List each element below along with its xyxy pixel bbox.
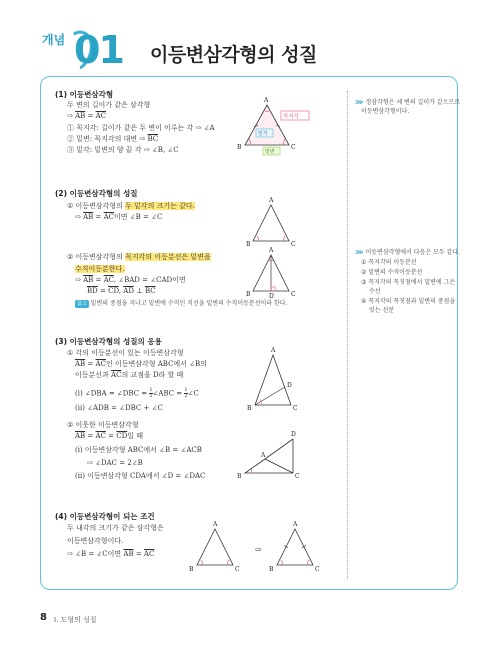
concept-badge-number: 01 xyxy=(74,28,123,72)
s3-a-line2: 이등분선과 $\overline{AC}$의 교점을 D라 할 때 xyxy=(75,371,184,379)
s2-p2-highlight-2: 수직이등분한다. xyxy=(75,265,125,273)
s3-a-line4: (ⅱ) ∠ADB = ∠DBC + ∠C xyxy=(75,404,163,412)
side-note-2-item4a: ④ 꼭지각의 꼭짓점과 밑변의 중점을 xyxy=(361,298,456,305)
side-note-2-item3b: 수선 xyxy=(369,288,381,295)
s2-p1-highlight: 두 밑각의 크기는 같다. xyxy=(125,202,195,210)
s3-f2-b: B xyxy=(237,473,242,480)
s1-apex-angle: ① 꼭지각: 길이가 같은 두 변이 이루는 각 ⇨ ∠A xyxy=(67,124,215,132)
s2-p2-prefix: ② 이등변삼각형의 xyxy=(67,253,126,261)
s1-vertex-b: B xyxy=(237,144,242,151)
s2-property-1-eq: ⇨ $\overline{AB} = \overline{AC}$이면 ∠B = ∠C xyxy=(75,213,163,221)
s2-triangle-figure-2 xyxy=(247,249,307,299)
s2-f2-a: A xyxy=(269,247,274,254)
s2-note xyxy=(75,300,288,308)
side-note-2-item4b: 잇는 선분 xyxy=(369,307,395,314)
side-note-2-item1: ① 꼭지각의 이등분선 xyxy=(361,259,417,266)
side-note-1-marker: ⋙ xyxy=(355,99,364,106)
s3-triangle-figure-1 xyxy=(247,347,307,412)
s4-f1-c: C xyxy=(235,566,240,573)
s3-case-b-title: ② 이웃한 이등변삼각형 xyxy=(67,421,139,429)
s4-triangle-figure-before xyxy=(189,521,249,573)
s2-f1-b: B xyxy=(246,241,251,248)
s3-b-line3: ⇨ ∠DAC = 2∠B xyxy=(87,459,143,467)
concept-badge-word: 개념 xyxy=(42,33,66,47)
s2-p1-prefix: ① 이등변삼각형의 xyxy=(67,202,126,210)
s2-property-2-cont xyxy=(75,264,125,274)
s4-f2-b: B xyxy=(269,566,274,573)
s2-f2-d: D xyxy=(269,293,274,300)
s2-property-1 xyxy=(67,201,195,211)
s1-triangle-figure xyxy=(237,97,317,157)
s3-b-line2: (ⅰ) 이등변삼각형 ABC에서 ∠B = ∠ACB xyxy=(75,446,202,454)
s4-f1-b: B xyxy=(189,566,194,573)
s3-b-line4: (ⅱ) 이등변삼각형 CDA에서 ∠D = ∠DAC xyxy=(75,472,206,480)
s3-b-line1: $\overline{AB} = \overline{AC} = \overline{CD}$일 때 xyxy=(75,432,143,440)
s2-note-text: 밑변의 중점을 지나고 밑변에 수직인 직선을 밑변의 수직이등분선이라 한다. xyxy=(90,300,288,307)
s1-vertex-a: A xyxy=(264,97,269,104)
s4-line3: ⇨ ∠B = ∠C이면 $\overline{AB} = \overline{AC}$ xyxy=(67,550,155,558)
s2-f1-c: C xyxy=(291,241,296,248)
s4-f2-c: C xyxy=(315,566,320,573)
s3-half-num-2: 1 xyxy=(184,387,188,393)
s1-apex-label: 꼭지각 xyxy=(283,114,299,120)
s3-a3-part2: ∠ABC = xyxy=(152,389,185,398)
side-note-1-line2: 이등변삼각형이다. xyxy=(361,108,410,115)
column-divider xyxy=(347,91,348,579)
s3-f2-a: A xyxy=(261,452,266,459)
s3-half-den-2: 2 xyxy=(184,393,188,399)
section-4-title: (4) 이등변삼각형이 되는 조건 xyxy=(55,512,155,521)
s1-base: ② 밑변: 꼭지각의 대변 ⇨ $\overline{BC}$ xyxy=(67,135,159,143)
s2-f2-b: B xyxy=(246,291,251,298)
chapter-label: Ⅰ. 도형의 성질 xyxy=(54,616,97,624)
side-note-2-line0: 이등변삼각형에서 다음은 모두 같다. xyxy=(365,249,461,256)
s2-property-2-eq2: $\overline{BD} = \overline{CD}$, $\overline{AD}$ ⊥ $\overline{BC}$ xyxy=(87,287,156,295)
s2-note-tag: 참고 xyxy=(77,301,87,307)
s2-f1-a: A xyxy=(269,197,274,204)
s4-line2: 이등변삼각형이다. xyxy=(67,537,124,545)
s1-base-label: 밑변 xyxy=(265,149,275,155)
s3-f1-a: A xyxy=(271,347,276,354)
s4-f2-a: A xyxy=(293,521,298,528)
s3-triangle-figure-2 xyxy=(237,431,317,481)
s3-f1-d: D xyxy=(287,382,292,389)
side-note-2-item3a: ③ 꼭지각의 꼭짓점에서 밑변에 그은 xyxy=(361,279,456,286)
s3-a-line3 xyxy=(75,388,199,399)
s4-line1: 두 내각의 크기가 같은 삼각형은 xyxy=(67,524,164,532)
s3-half-num-1: 1 xyxy=(149,387,153,393)
s3-f2-d: D xyxy=(291,431,296,438)
s4-f1-a: A xyxy=(213,521,218,528)
s2-triangle-figure-1 xyxy=(247,199,307,249)
s2-f2-c: C xyxy=(291,291,296,298)
side-note-1 xyxy=(355,99,460,107)
side-note-2 xyxy=(355,249,460,257)
s2-p2-highlight: 꼭지각의 이등분선은 밑변을 xyxy=(125,253,211,261)
section-1-title: (1) 이등변삼각형 xyxy=(55,90,114,99)
s1-base-angle-label: 밑각 xyxy=(258,131,268,137)
s3-f1-b: B xyxy=(247,405,252,412)
s3-case-a-title: ① 각의 이등분선이 있는 이등변삼각형 xyxy=(67,349,184,357)
s2-property-2-eq1: ⇨ $\overline{AB} = \overline{AC}$, ∠BAD = ∠CAD이면 xyxy=(75,276,186,284)
s2-property-2 xyxy=(67,252,211,262)
lesson-header xyxy=(40,18,460,80)
side-note-1-line1: 정삼각형은 세 변의 길이가 같으므로 xyxy=(365,99,461,106)
s3-f1-c: C xyxy=(293,405,298,412)
s3-a3-part3: ∠C xyxy=(187,389,199,398)
section-3-title: (3) 이등변삼각형의 성질의 응용 xyxy=(55,337,162,346)
side-note-2-item2: ② 밑변의 수직이등분선 xyxy=(361,269,423,276)
s3-a-line1: $\overline{AB} = \overline{AC}$인 이등변삼각형 ABC에서 ∠B의 xyxy=(75,360,207,368)
s1-base-angles: ③ 밑각: 밑변의 양 끝 각 ⇨ ∠B, ∠C xyxy=(67,146,179,154)
s3-f2-c: C xyxy=(295,473,300,480)
page-number: 8 xyxy=(40,612,47,623)
s3-half-den-1: 2 xyxy=(149,393,153,399)
s4-triangle-figure-after xyxy=(269,521,329,573)
s1-definition: 두 변의 길이가 같은 삼각형 xyxy=(67,101,151,109)
s4-arrow-icon: ⇨ xyxy=(255,545,262,554)
s1-equation: ⇨ $\overline{AB} = \overline{AC}$ xyxy=(67,112,107,120)
s1-vertex-c: C xyxy=(291,144,296,151)
content-card xyxy=(40,76,461,590)
section-2-title: (2) 이등변삼각형의 성질 xyxy=(55,189,138,198)
side-note-2-marker: ⋙ xyxy=(355,249,364,256)
page-title: 이등변삼각형의 성질 xyxy=(150,44,317,66)
s3-a3-part1: (ⅰ) ∠DBA = ∠DBC = xyxy=(75,389,150,398)
